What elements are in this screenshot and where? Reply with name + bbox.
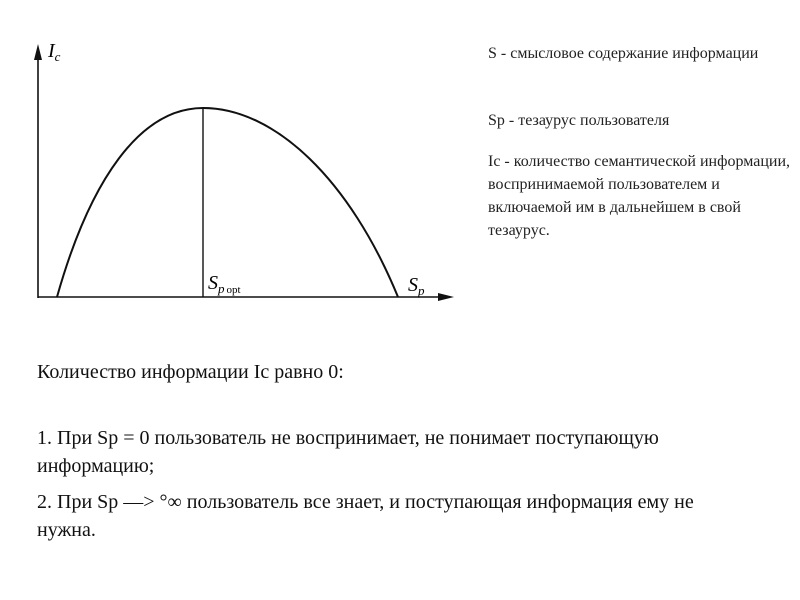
sp-ic-diagram — [0, 0, 470, 320]
x-axis-label-sub: p — [418, 283, 425, 298]
sp-opt-label-sub-opt: opt — [226, 284, 241, 296]
bottom-item-2: 2. При Sp —> °∞ пользователь все знает, и поступающая информация ему не нужна. — [37, 491, 694, 541]
y-axis-label — [47, 40, 61, 64]
sp-opt-label — [208, 272, 241, 296]
bottom-heading: Количество информации Ic равно 0: — [37, 361, 344, 383]
ic-curve — [57, 108, 398, 297]
x-axis-label-main: S — [408, 274, 418, 296]
y-axis-label-sub: c — [54, 49, 61, 64]
sp-opt-label-main: S — [208, 272, 218, 294]
bottom-item-1: 1. При Sp = 0 пользователь не воспринимает, не понимает поступающую информацию; — [37, 427, 659, 477]
legend-sp-definition: Sp - тезаурус пользователя — [488, 112, 670, 129]
legend-ic-definition: Ic - количество семантической информации, воспринимаемой пользователем и включаемой им в дальнейшем в свой тезаурус. — [488, 153, 790, 239]
x-axis-arrow — [438, 293, 454, 301]
y-axis-label-main: I — [48, 40, 55, 62]
legend-s-definition: S - смысловое содержание информации — [488, 45, 759, 62]
x-axis-label — [408, 274, 425, 298]
sp-opt-label-sub-p: p — [218, 281, 225, 296]
y-axis-arrow — [34, 44, 42, 60]
